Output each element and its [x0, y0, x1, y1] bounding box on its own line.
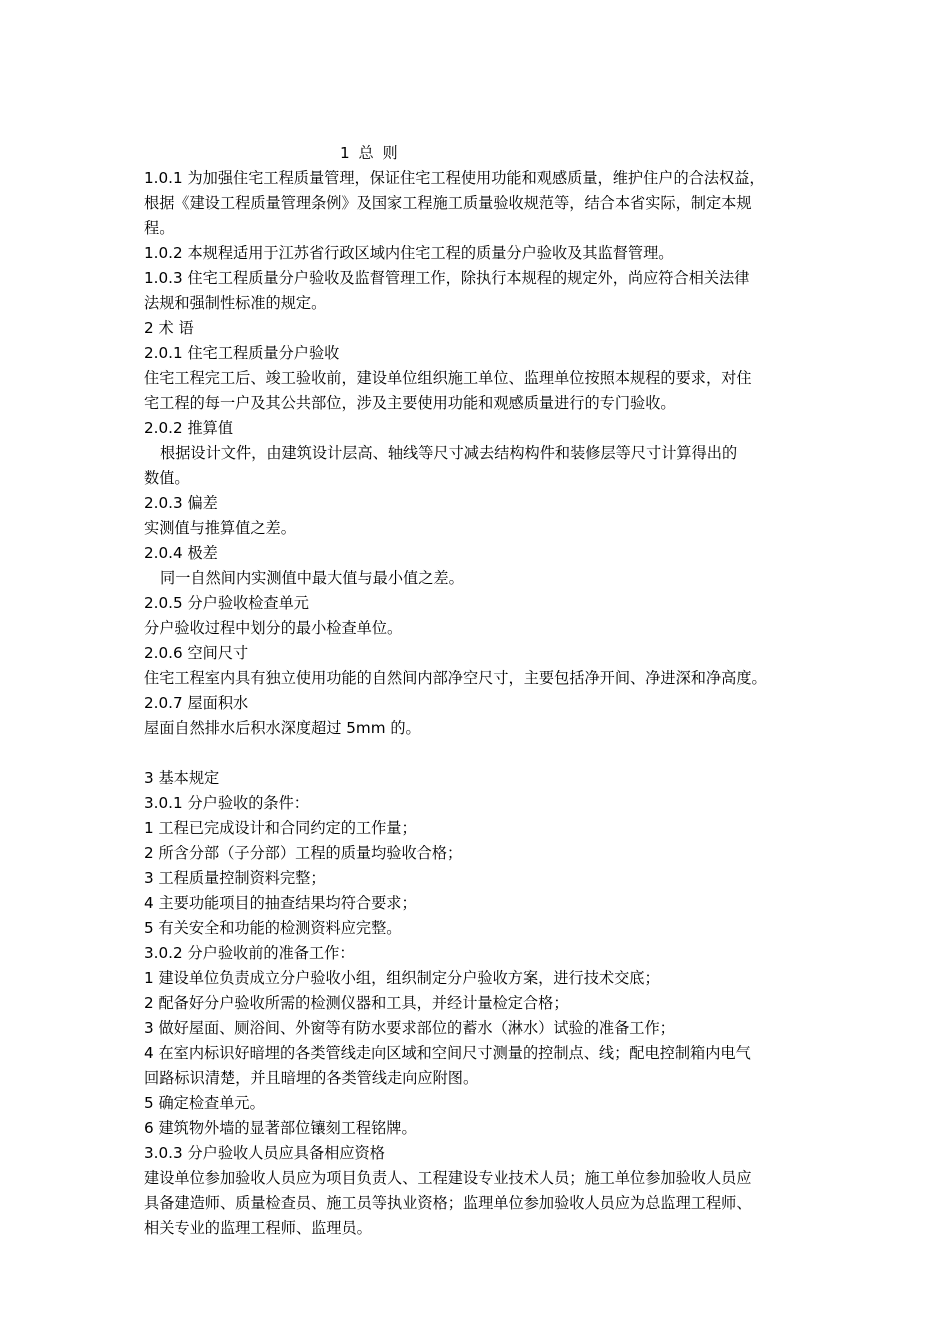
clause-1-0-3: 1.0.3 住宅工程质量分户验收及监督管理工作，除执行本规程的规定外，尚应符合相关法律: [144, 269, 750, 287]
term-2-0-2-text: 根据设计文件，由建筑设计层高、轴线等尺寸减去结构构件和装修层等尺寸计算得出的: [160, 444, 738, 462]
term-2-0-1-text-cont: 宅工程的每一户及其公共部位，涉及主要使用功能和观感质量进行的专门验收。: [144, 394, 676, 412]
clause-3-0-3-heading: 3.0.3 分户验收人员应具备相应资格: [144, 1144, 385, 1162]
term-2-0-6-text: 住宅工程室内具有独立使用功能的自然间内部净空尺寸，主要包括净开间、净进深和净高度。: [144, 669, 767, 687]
term-2-0-1-heading: 2.0.1 住宅工程质量分户验收: [144, 344, 340, 362]
clause-3-0-2-item-4: 4 在室内标识好暗埋的各类管线走向区域和空间尺寸测量的控制点、线；配电控制箱内电气: [144, 1044, 751, 1062]
clause-3-0-1-item-2: 2 所含分部（子分部）工程的质量均验收合格；: [144, 844, 463, 862]
term-2-0-5-heading: 2.0.5 分户验收检查单元: [144, 594, 309, 612]
term-2-0-6-heading: 2.0.6 空间尺寸: [144, 644, 249, 662]
clause-3-0-2-item-6: 6 建筑物外墙的显著部位镶刻工程铭牌。: [144, 1119, 417, 1137]
clause-3-0-2-item-4-cont: 回路标识清楚，并且暗埋的各类管线走向应附图。: [144, 1069, 479, 1087]
clause-1-0-3-cont: 法规和强制性标准的规定。: [144, 294, 327, 312]
clause-3-0-1-item-1: 1 工程已完成设计和合同约定的工作量；: [144, 819, 417, 837]
chapter-1-heading: 1 总 则: [340, 144, 400, 162]
clause-1-0-1: 1.0.1 为加强住宅工程质量管理，保证住宅工程使用功能和观感质量，维护住户的合法权益，: [144, 169, 765, 187]
term-2-0-3-heading: 2.0.3 偏差: [144, 494, 218, 512]
clause-3-0-3-text-cont: 具备建造师、质量检查员、施工员等执业资格；监理单位参加验收人员应为总监理工程师、: [144, 1194, 752, 1212]
clause-3-0-2-item-3: 3 做好屋面、厕浴间、外窗等有防水要求部位的蓄水（淋水）试验的准备工作；: [144, 1019, 675, 1037]
term-2-0-7-heading: 2.0.7 屋面积水: [144, 694, 249, 712]
clause-1-0-2: 1.0.2 本规程适用于江苏省行政区域内住宅工程的质量分户验收及其监督管理。: [144, 244, 674, 262]
clause-3-0-1-heading: 3.0.1 分户验收的条件：: [144, 794, 309, 812]
clause-3-0-2-item-1: 1 建设单位负责成立分户验收小组，组织制定分户验收方案，进行技术交底；: [144, 969, 660, 987]
clause-3-0-2-heading: 3.0.2 分户验收前的准备工作：: [144, 944, 355, 962]
term-2-0-4-text: 同一自然间内实测值中最大值与最小值之差。: [160, 569, 464, 587]
clause-3-0-2-item-5: 5 确定检查单元。: [144, 1094, 265, 1112]
term-2-0-4-heading: 2.0.4 极差: [144, 544, 218, 562]
clause-3-0-3-text: 建设单位参加验收人员应为项目负责人、工程建设专业技术人员；施工单位参加验收人员应: [144, 1169, 752, 1187]
term-2-0-5-text: 分户验收过程中划分的最小检查单位。: [144, 619, 403, 637]
clause-3-0-1-item-5: 5 有关安全和功能的检测资料应完整。: [144, 919, 402, 937]
clause-1-0-1-cont-2: 程。: [144, 219, 175, 237]
clause-3-0-3-text-cont-2: 相关专业的监理工程师、监理员。: [144, 1219, 372, 1237]
term-2-0-1-text: 住宅工程完工后、竣工验收前，建设单位组织施工单位、监理单位按照本规程的要求，对住: [144, 369, 752, 387]
term-2-0-3-text: 实测值与推算值之差。: [144, 519, 296, 537]
clause-3-0-1-item-4: 4 主要功能项目的抽查结果均符合要求；: [144, 894, 417, 912]
term-2-0-7-text: 屋面自然排水后积水深度超过 5mm 的。: [144, 719, 421, 737]
clause-3-0-2-item-2: 2 配备好分户验收所需的检测仪器和工具，并经计量检定合格；: [144, 994, 569, 1012]
chapter-2-heading: 2 术 语: [144, 319, 194, 337]
clause-1-0-1-cont: 根据《建设工程质量管理条例》及国家工程施工质量验收规范等，结合本省实际，制定本规: [144, 194, 752, 212]
term-2-0-2-text-cont: 数值。: [144, 469, 190, 487]
term-2-0-2-heading: 2.0.2 推算值: [144, 419, 234, 437]
clause-3-0-1-item-3: 3 工程质量控制资料完整；: [144, 869, 326, 887]
chapter-3-heading: 3 基本规定: [144, 769, 220, 787]
